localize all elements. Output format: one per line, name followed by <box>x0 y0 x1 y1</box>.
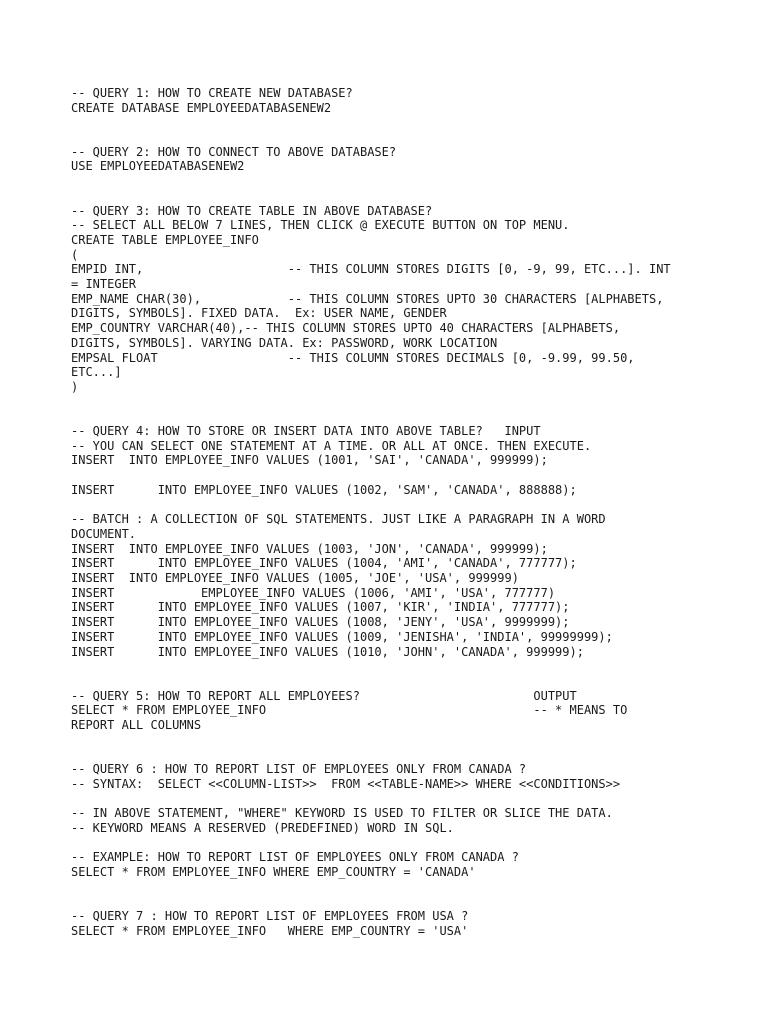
text-line: -- BATCH : A COLLECTION OF SQL STATEMENTS. JUST LIKE A PARAGRAPH IN A WORD <box>71 512 606 527</box>
text-line: -- SYNTAX: SELECT <<COLUMN-LIST>> FROM <<TABLE-NAME>> WHERE <<CONDITIONS>> <box>71 776 621 791</box>
blank-line <box>71 468 751 483</box>
text-line: INSERT INTO EMPLOYEE_INFO VALUES (1001, 'SAI', 'CANADA', 999999); <box>71 453 548 468</box>
blank-line <box>71 836 751 851</box>
text-line: INSERT INTO EMPLOYEE_INFO VALUES (1003, 'JON', 'CANADA', 999999); <box>71 541 548 556</box>
text-line: CREATE TABLE EMPLOYEE_INFO <box>71 232 259 247</box>
text-line: CREATE DATABASE EMPLOYEEDATABASENEW2 <box>71 100 332 115</box>
blank-line <box>71 894 751 909</box>
blank-line <box>71 733 751 748</box>
text-line: -- SELECT ALL BELOW 7 LINES, THEN CLICK @ EXECUTE BUTTON ON TOP MENU. <box>71 218 570 233</box>
text-line: INSERT INTO EMPLOYEE_INFO VALUES (1009, 'JENISHA', 'INDIA', 99999999); <box>71 629 613 644</box>
text-line: ) <box>71 380 79 394</box>
text-line: ( <box>71 247 79 262</box>
text-line: DIGITS, SYMBOLS]. FIXED DATA. Ex: USER NAME, GENDER <box>71 306 447 321</box>
text-line: DIGITS, SYMBOLS]. VARYING DATA. Ex: PASSWORD, WORK LOCATION <box>71 335 498 350</box>
blank-line <box>71 130 751 145</box>
text-line: -- QUERY 6 : HOW TO REPORT LIST OF EMPLOYEES ONLY FROM CANADA ? <box>71 762 527 777</box>
text-line: -- YOU CAN SELECT ONE STATEMENT AT A TIME. OR ALL AT ONCE. THEN EXECUTE. <box>71 438 592 453</box>
text-line: SELECT * FROM EMPLOYEE_INFO WHERE EMP_COUNTRY = 'USA' <box>71 923 469 938</box>
text-line: -- QUERY 3: HOW TO CREATE TABLE IN ABOVE DATABASE? <box>71 203 433 218</box>
text-line: -- EXAMPLE: HOW TO REPORT LIST OF EMPLOYEES ONLY FROM CANADA ? <box>71 850 519 865</box>
blank-line <box>71 792 751 807</box>
blank-line <box>71 395 751 410</box>
text-line: EMPID INT, -- THIS COLUMN STORES DIGITS [0, -9, 99, ETC...]. INT <box>71 262 671 277</box>
blank-line <box>71 674 751 689</box>
text-line: USE EMPLOYEEDATABASENEW2 <box>71 159 245 174</box>
text-line: -- QUERY 4: HOW TO STORE OR INSERT DATA INTO ABOVE TABLE? INPUT <box>71 424 541 439</box>
blank-line <box>71 409 751 424</box>
blank-line <box>71 174 751 189</box>
blank-line <box>71 880 751 895</box>
text-line: -- IN ABOVE STATEMENT, "WHERE" KEYWORD IS USED TO FILTER OR SLICE THE DATA. <box>71 806 613 821</box>
text-line: DOCUMENT. <box>71 526 137 541</box>
text-line: -- KEYWORD MEANS A RESERVED (PREDEFINED) WORD IN SQL. <box>71 820 454 835</box>
text-line: = INTEGER <box>71 277 137 292</box>
blank-line <box>71 189 751 204</box>
text-line: REPORT ALL COLUMNS <box>71 718 202 733</box>
text-line: EMP_NAME CHAR(30), -- THIS COLUMN STORES UPTO 30 CHARACTERS [ALPHABETS, <box>71 291 664 306</box>
text-line: INSERT INTO EMPLOYEE_INFO VALUES (1002, 'SAM', 'CANADA', 888888); <box>71 482 577 497</box>
blank-line <box>71 747 751 762</box>
text-line: SELECT * FROM EMPLOYEE_INFO WHERE EMP_COUNTRY = 'CANADA' <box>71 865 476 880</box>
text-line: -- QUERY 5: HOW TO REPORT ALL EMPLOYEES? OUTPUT <box>71 688 577 703</box>
text-line: INSERT EMPLOYEE_INFO VALUES (1006, 'AMI', 'USA', 777777) <box>71 585 556 600</box>
text-line: INSERT INTO EMPLOYEE_INFO VALUES (1008, 'JENY', 'USA', 9999999); <box>71 615 570 630</box>
blank-line <box>71 659 751 674</box>
text-line: INSERT INTO EMPLOYEE_INFO VALUES (1005, 'JOE', 'USA', 999999) <box>71 571 519 586</box>
text-line: INSERT INTO EMPLOYEE_INFO VALUES (1007, 'KIR', 'INDIA', 777777); <box>71 600 570 615</box>
text-line: EMPSAL FLOAT -- THIS COLUMN STORES DECIMALS [0, -9.99, 99.50, <box>71 350 635 365</box>
text-line: INSERT INTO EMPLOYEE_INFO VALUES (1010, 'JOHN', 'CANADA', 999999); <box>71 644 584 659</box>
text-line: SELECT * FROM EMPLOYEE_INFO -- * MEANS TO <box>71 703 628 718</box>
text-line: ETC...] <box>71 365 122 380</box>
text-line: EMP_COUNTRY VARCHAR(40),-- THIS COLUMN STORES UPTO 40 CHARACTERS [ALPHABETS, <box>71 321 621 336</box>
text-line: INSERT INTO EMPLOYEE_INFO VALUES (1004, 'AMI', 'CANADA', 777777); <box>71 556 577 571</box>
text-line: -- QUERY 2: HOW TO CONNECT TO ABOVE DATABASE? <box>71 144 397 159</box>
blank-line <box>71 115 751 130</box>
text-line: -- QUERY 7 : HOW TO REPORT LIST OF EMPLOYEES FROM USA ? <box>71 909 469 924</box>
blank-line <box>71 498 751 513</box>
document-page <box>71 86 751 939</box>
text-line: -- QUERY 1: HOW TO CREATE NEW DATABASE? <box>71 86 353 100</box>
